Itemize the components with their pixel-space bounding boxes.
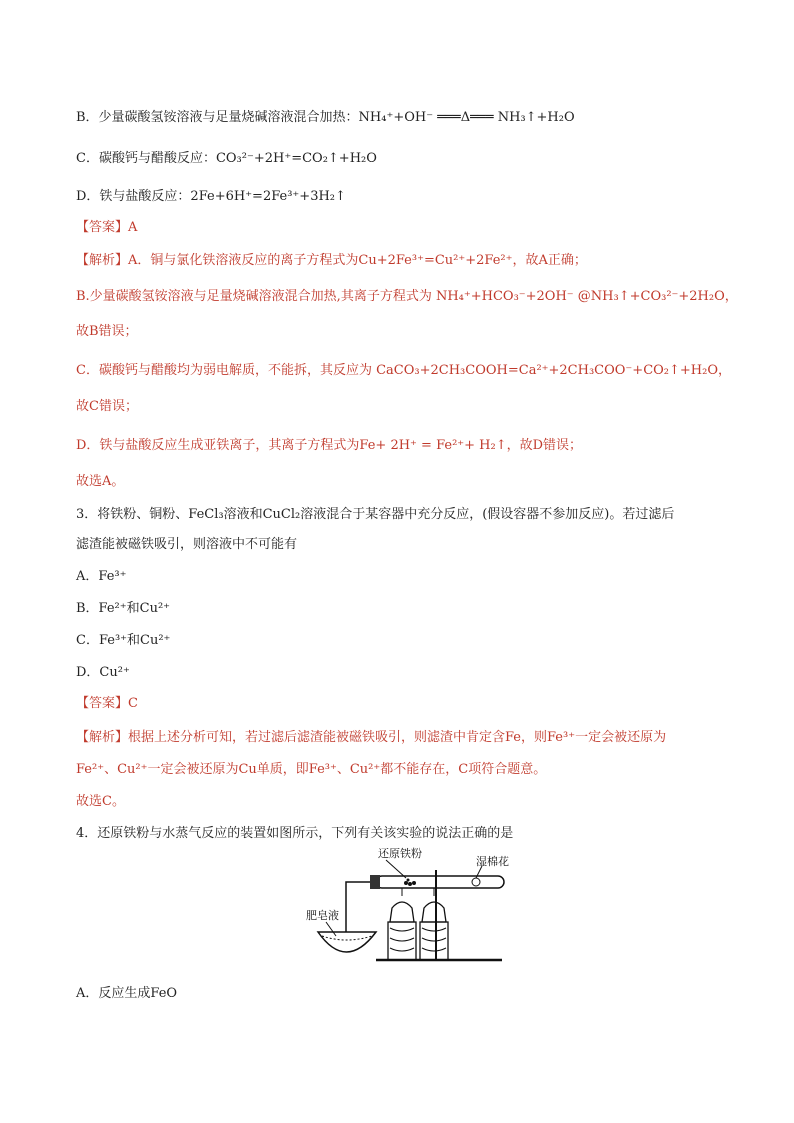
analysis-c: C．碳酸钙与醋酸均为弱电解质，不能拆，其反应为 CaCO₃+2CH₃COOH=Ca²⁺+2CH₃COO⁻+CO₂↑+H₂O，: [76, 363, 731, 378]
soap-solution: [322, 936, 372, 940]
delivery-tube: [346, 882, 370, 932]
conclusion-q2: 故选A。: [76, 474, 125, 489]
q3-option-d: D．Cu²⁺: [76, 665, 130, 680]
option-c-equation: C．碳酸钙与醋酸反应：CO₃²⁻+2H⁺=CO₂↑+H₂O: [76, 151, 377, 166]
test-tube: [376, 876, 504, 888]
label-iron-powder: 还原铁粉: [378, 847, 422, 860]
analysis-d: D．铁与盐酸反应生成亚铁离子，其离子方程式为Fe+ 2H⁺ = Fe²⁺+ H₂↑，故D错误；: [76, 438, 583, 453]
question-4-stem: 4．还原铁粉与水蒸气反应的装置如图所示，下列有关该实验的说法正确的是: [76, 826, 514, 841]
q3-option-b: B．Fe²⁺和Cu²⁺: [76, 601, 171, 616]
option-d-equation: D．铁与盐酸反应：2Fe+6H⁺=2Fe³⁺+3H₂↑: [76, 189, 346, 204]
soap-basin: [318, 932, 376, 952]
analysis-b: B.少量碳酸氢铵溶液与足量烧碱溶液混合加热,其离子方程式为 NH₄⁺+HCO₃⁻+2OH⁻ @NH₃↑+CO₃²⁻+2H₂O，: [76, 289, 738, 304]
analysis-q3: 【解析】根据上述分析可知，若过滤后滤渣能被磁铁吸引，则滤渣中肯定含Fe，则Fe³⁺一定会被还原为: [76, 730, 667, 745]
iron-powder: [404, 879, 416, 887]
stopper: [370, 875, 380, 889]
analysis-q3-cont: Fe²⁺、Cu²⁺一定会被还原为Cu单质，即Fe³⁺、Cu²⁺都不能存在，C项符合题意。: [76, 762, 547, 777]
label-wet-cotton: 湿棉花: [476, 855, 509, 868]
q3-option-a: A．Fe³⁺: [76, 569, 127, 584]
label-soap-solution: 肥皂液: [306, 909, 339, 922]
analysis-b-conclusion: 故B错误；: [76, 324, 138, 339]
analysis-a: 【解析】A．铜与氯化铁溶液反应的离子方程式为Cu+2Fe³⁺=Cu²⁺+2Fe²⁺，故A正确；: [76, 253, 587, 268]
answer-label-q2: 【答案】A: [76, 220, 138, 235]
option-b-equation: B．少量碳酸氢铵溶液与足量烧碱溶液混合加热：NH₄⁺+OH⁻ ═══Δ═══ NH₃↑+H₂O: [76, 110, 575, 125]
question-3-stem: 3．将铁粉、铜粉、FeCl₃溶液和CuCl₂溶液混合于某容器中充分反应，(假设容器不参加反应)。若过滤后: [76, 507, 675, 522]
alcohol-lamp-left: [388, 888, 416, 960]
analysis-c-conclusion: 故C错误；: [76, 399, 138, 414]
wet-cotton: [472, 878, 480, 886]
q3-option-c: C．Fe³⁺和Cu²⁺: [76, 633, 171, 648]
label-leader-soap: [326, 922, 336, 936]
alcohol-lamp-right: [420, 888, 448, 960]
apparatus-figure: [306, 848, 512, 972]
q4-option-a: A．反应生成FeO: [76, 986, 178, 1001]
conclusion-q3: 故选C。: [76, 794, 125, 809]
answer-label-q3: 【答案】C: [76, 696, 138, 711]
question-3-stem-cont: 滤渣能被磁铁吸引，则溶液中不可能有: [76, 537, 298, 552]
